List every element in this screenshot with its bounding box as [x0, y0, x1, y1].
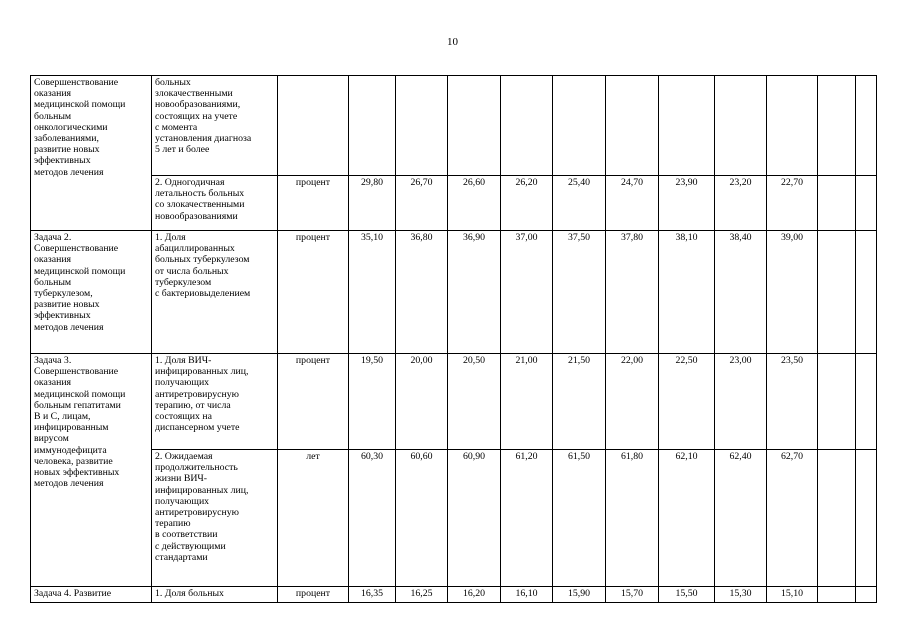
value-cell: 39,00 [767, 231, 818, 354]
value-cell: 15,90 [553, 587, 606, 603]
empty-cell [856, 450, 877, 587]
value-cell: 23,50 [767, 354, 818, 450]
value-cell: 16,20 [448, 587, 501, 603]
value-cell [606, 76, 659, 176]
empty-cell [856, 587, 877, 603]
value-cell: 38,40 [715, 231, 767, 354]
table-row [31, 450, 877, 587]
value-cell: 15,50 [659, 587, 715, 603]
table-row [31, 76, 877, 176]
unit-cell: процент [278, 354, 349, 450]
table-row [31, 587, 877, 603]
indicators-table [30, 75, 877, 603]
value-cell: 62,40 [715, 450, 767, 587]
unit-cell: процент [278, 231, 349, 354]
value-cell: 23,90 [659, 176, 715, 231]
value-cell: 15,10 [767, 587, 818, 603]
value-cell [767, 76, 818, 176]
value-cell: 23,20 [715, 176, 767, 231]
empty-cell [818, 354, 856, 450]
value-cell: 22,00 [606, 354, 659, 450]
indicator-cell: 1. Доля больных [152, 587, 278, 603]
value-cell: 21,50 [553, 354, 606, 450]
value-cell: 29,80 [349, 176, 396, 231]
table-row [31, 176, 877, 231]
value-cell: 16,35 [349, 587, 396, 603]
empty-cell [818, 450, 856, 587]
empty-cell [818, 587, 856, 603]
value-cell: 61,50 [553, 450, 606, 587]
value-cell: 26,70 [396, 176, 448, 231]
unit-cell: процент [278, 587, 349, 603]
value-cell: 37,80 [606, 231, 659, 354]
value-cell: 36,90 [448, 231, 501, 354]
empty-cell [818, 176, 856, 231]
value-cell: 15,70 [606, 587, 659, 603]
value-cell: 24,70 [606, 176, 659, 231]
value-cell [448, 76, 501, 176]
value-cell: 15,30 [715, 587, 767, 603]
unit-cell [278, 76, 349, 176]
value-cell: 61,20 [501, 450, 553, 587]
value-cell: 22,70 [767, 176, 818, 231]
empty-cell [856, 231, 877, 354]
value-cell: 21,00 [501, 354, 553, 450]
value-cell: 60,60 [396, 450, 448, 587]
indicator-cell: 2. Одногодичная летальность больных со злокачественными новообразованиями [152, 176, 278, 231]
unit-cell: процент [278, 176, 349, 231]
value-cell [396, 76, 448, 176]
value-cell: 23,00 [715, 354, 767, 450]
indicator-cell: 2. Ожидаемая продолжительность жизни ВИЧ- инфицированных лиц, получающих антиретровирусную терапию в соответствии с действующими стандартами [152, 450, 278, 587]
table-row [31, 354, 877, 450]
task-cell: Задача 2. Совершенствование оказания медицинской помощи больным туберкулезом, развитие новых эффективных методов лечения [31, 231, 152, 354]
indicator-cell: больных злокачественными новообразованиями, состоящих на учете с момента установления диагноза 5 лет и более [152, 76, 278, 176]
value-cell: 37,00 [501, 231, 553, 354]
empty-cell [856, 354, 877, 450]
empty-cell [856, 76, 877, 176]
value-cell: 22,50 [659, 354, 715, 450]
value-cell: 38,10 [659, 231, 715, 354]
indicator-cell: 1. Доля абациллированных больных туберкулезом от числа больных туберкулезом с бактериовыделением [152, 231, 278, 354]
value-cell: 62,10 [659, 450, 715, 587]
empty-cell [856, 176, 877, 231]
value-cell: 62,70 [767, 450, 818, 587]
value-cell: 26,60 [448, 176, 501, 231]
task-cell: Задача 3. Совершенствование оказания медицинской помощи больным гепатитами В и С, лицам, инфицированным вирусом иммунодефицита человека, развитие новых эффективных методов лечения [31, 354, 152, 587]
empty-cell [818, 76, 856, 176]
value-cell [501, 76, 553, 176]
value-cell: 36,80 [396, 231, 448, 354]
indicator-cell: 1. Доля ВИЧ- инфицированных лиц, получающих антиретровирусную терапию, от числа состоящих на диспансерном учете [152, 354, 278, 450]
table-row [31, 231, 877, 354]
value-cell [715, 76, 767, 176]
value-cell: 26,20 [501, 176, 553, 231]
value-cell: 16,10 [501, 587, 553, 603]
value-cell: 16,25 [396, 587, 448, 603]
value-cell: 25,40 [553, 176, 606, 231]
page-number: 10 [447, 36, 458, 48]
value-cell: 20,00 [396, 354, 448, 450]
value-cell: 60,30 [349, 450, 396, 587]
value-cell: 19,50 [349, 354, 396, 450]
empty-cell [818, 231, 856, 354]
task-cell: Совершенствование оказания медицинской помощи больным онкологическими заболеваниями, развитие новых эффективных методов лечения [31, 76, 152, 231]
unit-cell: лет [278, 450, 349, 587]
value-cell: 61,80 [606, 450, 659, 587]
value-cell [349, 76, 396, 176]
value-cell: 37,50 [553, 231, 606, 354]
value-cell [553, 76, 606, 176]
value-cell: 60,90 [448, 450, 501, 587]
value-cell: 20,50 [448, 354, 501, 450]
value-cell [659, 76, 715, 176]
value-cell: 35,10 [349, 231, 396, 354]
task-cell: Задача 4. Развитие [31, 587, 152, 603]
